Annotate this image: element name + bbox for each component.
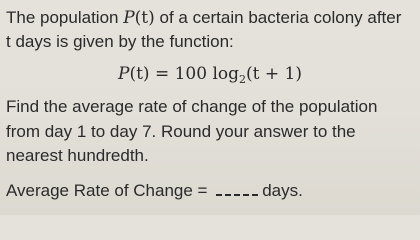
- answer-blank[interactable]: [216, 182, 258, 196]
- formula-equals: = 100: [149, 64, 213, 84]
- intro-line-2: t days is given by the function:: [6, 32, 234, 51]
- question-line-3: nearest hundredth.: [6, 146, 149, 165]
- formula-rhs-arg: (t + 1): [246, 64, 302, 84]
- answer-line: [6, 180, 303, 202]
- answer-units: days.: [262, 181, 303, 200]
- formula-log-base: 2: [239, 73, 247, 86]
- formula-lhs-func: P: [118, 64, 130, 84]
- answer-label: Average Rate of Change =: [6, 181, 213, 200]
- formula-log: log: [212, 64, 240, 84]
- intro-function: [123, 8, 155, 28]
- intro-func-arg: (t): [134, 8, 155, 28]
- intro-text-after: of a certain bacteria colony after: [154, 8, 402, 27]
- intro-text-before: The population: [6, 8, 124, 27]
- question-line-1: Find the average rate of change of the population: [6, 97, 378, 116]
- question-line-2: from day 1 to day 7. Round your answer to the: [6, 122, 356, 141]
- intro-func-name: P: [123, 8, 135, 28]
- intro-line: [6, 7, 401, 29]
- formula-lhs-arg: (t): [129, 64, 150, 84]
- formula: [0, 62, 420, 92]
